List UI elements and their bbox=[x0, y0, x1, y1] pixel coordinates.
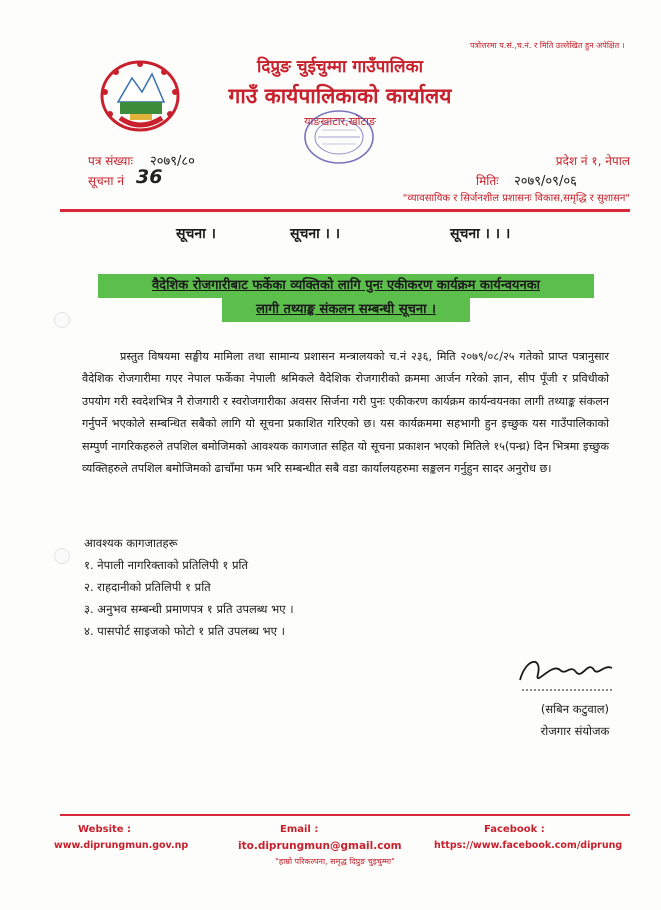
patra-value: २०७९/८० bbox=[150, 154, 195, 169]
signature-mark-icon bbox=[512, 650, 622, 696]
document-item: ३. अनुभव सम्बन्धी प्रमाणपत्र १ प्रति उपलब्ध भए । bbox=[84, 602, 294, 616]
reference-note: पत्रोत्तरमा प.सं.,च.नं. र मिति उल्लेखित हुन अपेक्षित । bbox=[470, 41, 625, 50]
province-label: प्रदेश नं १, नेपाल bbox=[555, 154, 630, 168]
office-slogan: "व्यावसायिक र सिर्जनशील प्रशासनः विकास,समृद्धि र सुशासन" bbox=[402, 193, 630, 204]
document-item: २. राहदानीको प्रतिलिपी १ प्रति bbox=[84, 580, 211, 594]
patra-label: पत्र संख्याः bbox=[88, 154, 133, 168]
footer-slogan: "हाम्रो परिकल्पना, समृद्ध दिप्रुङ चुइचुम्मा" bbox=[275, 857, 395, 866]
facebook-link[interactable]: https://www.facebook.com/diprung bbox=[434, 840, 623, 851]
header-divider bbox=[60, 209, 630, 212]
email-link[interactable]: ito.diprungmun@gmail.com bbox=[238, 840, 402, 852]
signatory-name: (सबिन कटुवाल) bbox=[540, 702, 610, 716]
document-item: १. नेपाली नागरिक्ताको प्रतिलिपी १ प्रति bbox=[84, 558, 249, 572]
date-value: २०७९/०९/०६ bbox=[514, 174, 577, 189]
office-name: गाउँ कार्यपालिकाको कार्यालय bbox=[228, 84, 452, 108]
office-location: याङखाटार,खोटाङ bbox=[304, 115, 376, 128]
subject-line-2 bbox=[222, 298, 470, 322]
email-label: Email : bbox=[280, 824, 319, 835]
suchana-number-value: 36 bbox=[136, 166, 163, 188]
notice-heading-1: सूचना । bbox=[176, 226, 216, 242]
notice-heading-2: सूचना । । bbox=[290, 226, 341, 242]
punch-hole bbox=[54, 312, 70, 328]
subject-line-1-text: वैदेशिक रोजगारीबाट फर्केका व्यक्तिको लागि पुनः एकीकरण कार्यक्रम कार्यन्वयनका bbox=[151, 278, 541, 293]
subject-line-1 bbox=[98, 274, 594, 298]
punch-hole bbox=[54, 548, 70, 564]
signatory-title: रोजगार संयोजक bbox=[540, 724, 610, 738]
subject-line-2-text: लागी तथ्याङ्क संकलन सम्बन्धी सूचना । bbox=[256, 302, 436, 317]
website-link[interactable]: www.diprungmun.gov.np bbox=[54, 840, 189, 851]
documents-title: आवश्यक कागजातहरू bbox=[84, 536, 178, 550]
date-label: मितिः bbox=[476, 174, 499, 188]
municipality-name: दिप्रुङ चुईचुम्मा गाउँपालिका bbox=[256, 57, 424, 77]
footer-divider bbox=[60, 814, 630, 816]
office-stamp-icon bbox=[300, 106, 378, 168]
suchana-number-label: सूचना नं bbox=[88, 174, 124, 188]
facebook-label: Facebook : bbox=[484, 824, 545, 835]
website-label: Website : bbox=[78, 824, 132, 835]
document-item: ४. पासपोर्ट साइजको फोटो १ प्रति उपलब्ध भए । bbox=[84, 624, 286, 638]
notice-heading-3: सूचना । । । bbox=[450, 226, 511, 242]
notice-body: प्रस्तुत विषयमा सङ्घीय मामिला तथा सामान्य प्रशासन मन्त्रालयको च.नं २३६, मिति २०७९/०८/२५ गतेको प्राप्त पत्रानुसार वैदेशिक रोजगारीमा गएर नेपाल फर्केका नेपाली श्रमिकले वैदेशिक रोजगारीको क्रममा आर्जन गरेको ज्ञान, सीप पूँजी र प्रविधीको उपयोग गरी स्वदेशभित्र नै रोजगारी र स्वरोजगारीका अवसर सिर्जना गरी पुनः एकीकरण कार्यक्रम कार्यन्वयनका लागी तथ्याङ्क संकलन गर्नुपर्ने भएकोले सम्बन्धित सबैको लागि यो सूचना प्रकाशित गरिएको छ। यस कार्यक्रममा सहभागी हुन इच्छुक यस गाउँपालिकाको सम्पुर्ण नागरिकहरुले तपशिल बमोजिमको आवश्यक कागजात सहित यो सूचना प्रकाशन भएको मितिले १५(पन्ध्र) दिन भित्रमा इच्छुक व्यक्तिहरुले तपशिल बमोजिमको ढाचाँमा फम भरि सम्बन्धीत सबै वडा कार्यालयहरुमा सङ्कलन गर्नुहुन सादर अनुरोध छ। bbox=[82, 350, 609, 476]
